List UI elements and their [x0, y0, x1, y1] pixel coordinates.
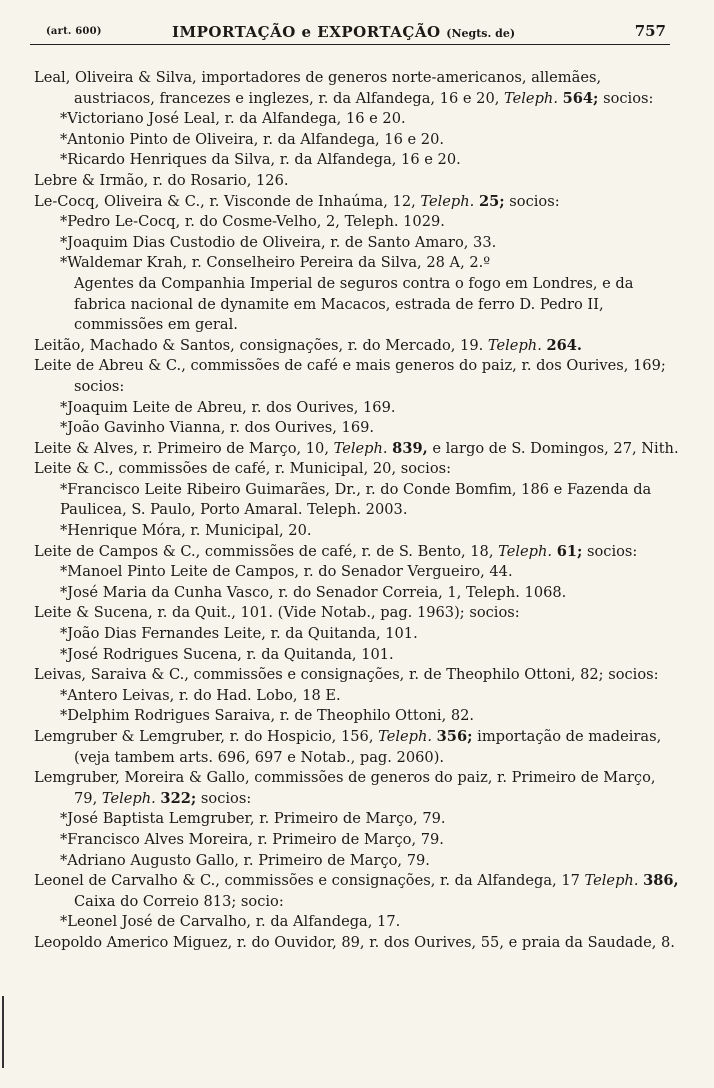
firm-name: Leitão, Machado & Santos,: [34, 336, 235, 354]
article-reference: (art. 600): [46, 26, 102, 37]
partner-line: *Waldemar Krah, r. Conselheiro Pereira da Silva, 28 A, 2.º: [60, 254, 491, 272]
entry-tail: e largo de S. Domingos, 27, Nith.: [432, 439, 679, 457]
directory-entry: [34, 336, 680, 357]
entry-details: commissões de generos do paiz, r. Primeiro de Março, 79,: [74, 769, 656, 807]
entry-details: r. Visconde de Inhaúma, 12,: [209, 192, 416, 210]
telephone-label: Teleph.: [333, 439, 388, 457]
directory-entry: [34, 768, 680, 809]
partner-line: *Delphim Rodrigues Saraiva, r. de Theophilo Ottoni, 82.: [60, 707, 475, 725]
firm-name: Leopoldo Americo Miguez,: [34, 933, 233, 951]
partner-line: *José Baptista Lemgruber, r. Primeiro de Março, 79.: [60, 810, 446, 828]
firm-name: Leonel de Carvalho & C.,: [34, 872, 220, 890]
firm-name: Lemgruber, Moreira & Gallo,: [34, 769, 250, 787]
directory-entry: [34, 542, 680, 563]
directory-entry: [34, 933, 680, 954]
directory-entry: [34, 459, 680, 480]
partner-line: *Manoel Pinto Leite de Campos, r. do Senador Vergueiro, 44.: [60, 563, 513, 581]
partner-line: *Adriano Augusto Gallo, r. Primeiro de Março, 79.: [60, 851, 430, 869]
page-number: 757: [634, 22, 666, 40]
firm-name: Leite & C.,: [34, 460, 114, 478]
telephone-number: 264.: [546, 336, 583, 354]
entry-details: r. Primeiro de Março, 10,: [142, 439, 329, 457]
entry-tail: Caixa do Correio 813; socio:: [74, 892, 284, 910]
telephone-number: 25;: [478, 192, 505, 210]
agency-note: Agentes da Companhia Imperial de seguros contra o fogo em Londres, e da fabrica nacional de dynamite em Macacos, estrada de ferro D. Pedro II, commissões em geral.: [74, 274, 634, 334]
partner-line: *Francisco Leite Ribeiro Guimarães, Dr., r. do Conde Bomfim, 186 e Fazenda da Paulicea, S. Paulo, Porto Amaral. Teleph. 2003.: [60, 480, 652, 519]
section-title: IMPORTAÇÃO e EXPORTAÇÃO (Negts. de): [172, 23, 516, 41]
partner-line: *José Maria da Cunha Vasco, r. do Senador Correia, 1, Teleph. 1068.: [60, 583, 567, 601]
directory-entry: [34, 871, 680, 912]
margin-rule: [2, 996, 4, 1068]
partner-line: *Pedro Le-Cocq, r. do Cosme-Velho, 2, Teleph. 1029.: [60, 213, 445, 231]
partner-line: *Antero Leivas, r. do Had. Lobo, 18 E.: [60, 686, 341, 704]
firm-name: Le-Cocq, Oliveira & C.,: [34, 192, 205, 210]
partner-line: *João Gavinho Vianna, r. dos Ourives, 169.: [60, 419, 375, 437]
firm-name: Leite de Campos & C.,: [34, 542, 201, 560]
telephone-number: 564;: [562, 89, 599, 107]
entry-details: r. do Hospicio, 156,: [229, 728, 374, 745]
telephone-number: 386,: [643, 872, 679, 890]
entry-tail: socios:: [603, 89, 654, 107]
telephone-label: Teleph.: [420, 192, 475, 210]
entry-details: r. do Rosario, 126.: [152, 171, 289, 189]
firm-name: Lebre & Irmão,: [34, 171, 149, 189]
telephone-number: 61;: [556, 542, 583, 560]
directory-entry: [34, 665, 680, 686]
entry-tail: socios:: [509, 192, 560, 210]
directory-entry: [34, 192, 680, 213]
entry-tail: importação de madeiras, (veja tambem arts. 696, 697 e Notab., pag. 2060).: [74, 728, 662, 766]
directory-entry: [34, 603, 680, 624]
telephone-label: Teleph.: [101, 789, 156, 807]
partner-line: *Francisco Alves Moreira, r. Primeiro de Março, 79.: [60, 830, 444, 848]
partner-line: *Antonio Pinto de Oliveira, r. da Alfandega, 16 e 20.: [60, 130, 445, 148]
partner-line: *Henrique Móra, r. Municipal, 20.: [60, 522, 312, 540]
entry-details: r. da Quit., 101. (Vide Notab., pag. 1963); socios:: [157, 604, 520, 622]
entry-details: commissões de café, r. de S. Bento, 18,: [204, 542, 494, 560]
partner-line: *João Dias Fernandes Leite, r. da Quitanda, 101.: [60, 625, 418, 643]
partner-line: *Victoriano José Leal, r. da Alfandega, 16 e 20.: [60, 110, 406, 128]
entry-tail: socios:: [200, 789, 252, 807]
partner-line: *Ricardo Henriques da Silva, r. da Alfandega, 16 e 20.: [60, 151, 461, 169]
telephone-number: 356;: [436, 728, 473, 745]
firm-name: Lemgruber & Lemgruber,: [34, 728, 225, 745]
entry-details: commissões e consignações, r. de Theophilo Ottoni, 82; socios:: [193, 666, 659, 684]
entry-details: commissões de café, r. Municipal, 20, socios:: [118, 460, 452, 478]
firm-name: Leite de Abreu & C.,: [34, 357, 186, 375]
telephone-number: 839,: [392, 439, 428, 457]
entry-details: importadores de generos norte-americanos, allemães, austriacos, francezes e inglezes, r. da Alfandega, 16 e 20,: [74, 69, 602, 107]
directory-entry: [34, 171, 680, 192]
directory-entry: [34, 68, 680, 109]
directory-entry: [34, 727, 680, 768]
partner-line: *Joaquim Leite de Abreu, r. dos Ourives, 169.: [60, 398, 396, 416]
directory-entry: [34, 439, 680, 460]
telephone-label: Teleph.: [487, 336, 542, 354]
telephone-label: Teleph.: [504, 89, 558, 107]
telephone-label: Teleph.: [498, 542, 553, 560]
entry-tail: socios:: [587, 542, 638, 560]
entry-details: commissões e consignações, r. da Alfandega, 17: [224, 872, 580, 890]
telephone-label: Teleph.: [584, 872, 639, 890]
firm-name: Leite & Alves,: [34, 439, 138, 457]
entry-details: consignações, r. do Mercado, 19.: [239, 336, 484, 354]
partner-line: *Leonel José de Carvalho, r. da Alfandega, 17.: [60, 913, 401, 931]
entry-details: commissões de café e mais generos do paiz, r. dos Ourives, 169; socios:: [74, 357, 666, 395]
telephone-number: 322;: [160, 789, 197, 807]
directory-entry: [34, 356, 680, 397]
partner-line: *Joaquim Dias Custodio de Oliveira, r. de Santo Amaro, 33.: [60, 233, 497, 251]
directory-entries: [34, 68, 680, 954]
telephone-label: Teleph.: [378, 728, 433, 745]
running-header: [30, 22, 670, 45]
partner-line: *José Rodrigues Sucena, r. da Quitanda, 101.: [60, 645, 394, 663]
firm-name: Leal, Oliveira & Silva,: [34, 69, 197, 86]
entry-details: r. do Ouvidor, 89, r. dos Ourives, 55, e praia da Saudade, 8.: [236, 933, 675, 951]
firm-name: Leite & Sucena,: [34, 604, 153, 622]
firm-name: Leivas, Saraiva & C.,: [34, 666, 189, 684]
